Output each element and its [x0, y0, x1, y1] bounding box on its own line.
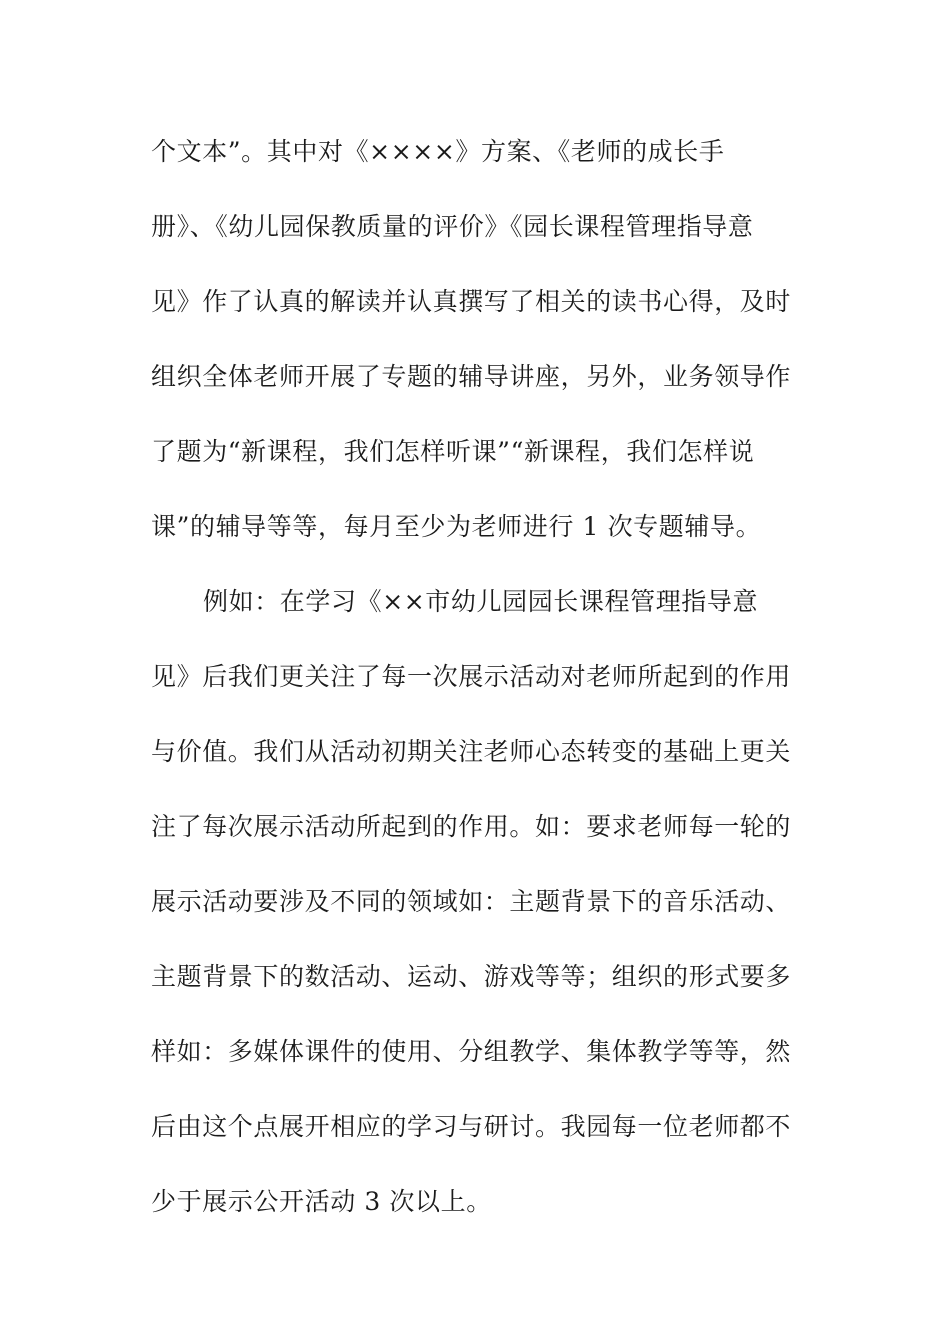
- text-line: 主题背景下的数活动、运动、游戏等等；组织的形式要多: [151, 962, 792, 991]
- text-line: 与价值。我们从活动初期关注老师心态转变的基础上更关: [151, 737, 792, 766]
- text-line: 了题为“新课程，我们怎样听课”“新课程，我们怎样说: [151, 437, 755, 466]
- text-line: 展示活动要涉及不同的领域如：主题背景下的音乐活动、: [151, 887, 792, 916]
- text-line: 样如：多媒体课件的使用、分组教学、集体教学等等，然: [151, 1037, 792, 1066]
- paragraph-2: [151, 578, 796, 1253]
- paragraph-1: [151, 128, 796, 578]
- text-line: 例如：在学习《××市幼儿园园长课程管理指导意: [203, 587, 759, 616]
- text-line: 个文本”。其中对《××××》方案、《老师的成长手: [151, 137, 725, 166]
- text-line: 少于展示公开活动 3 次以上。: [151, 1187, 492, 1216]
- text-line: 见》后我们更关注了每一次展示活动对老师所起到的作用: [151, 662, 792, 691]
- text-line: 册》、《幼儿园保教质量的评价》《园长课程管理指导意: [151, 212, 754, 241]
- text-line: 注了每次展示活动所起到的作用。如：要求老师每一轮的: [151, 812, 792, 841]
- text-line: 见》作了认真的解读并认真撰写了相关的读书心得，及时: [151, 287, 792, 316]
- text-line: 课”的辅导等等，每月至少为老师进行 1 次专题辅导。: [151, 512, 762, 541]
- body-text: [151, 128, 796, 1253]
- text-line: 后由这个点展开相应的学习与研讨。我园每一位老师都不: [151, 1112, 792, 1141]
- text-line: 组织全体老师开展了专题的辅导讲座，另外，业务领导作: [151, 362, 792, 391]
